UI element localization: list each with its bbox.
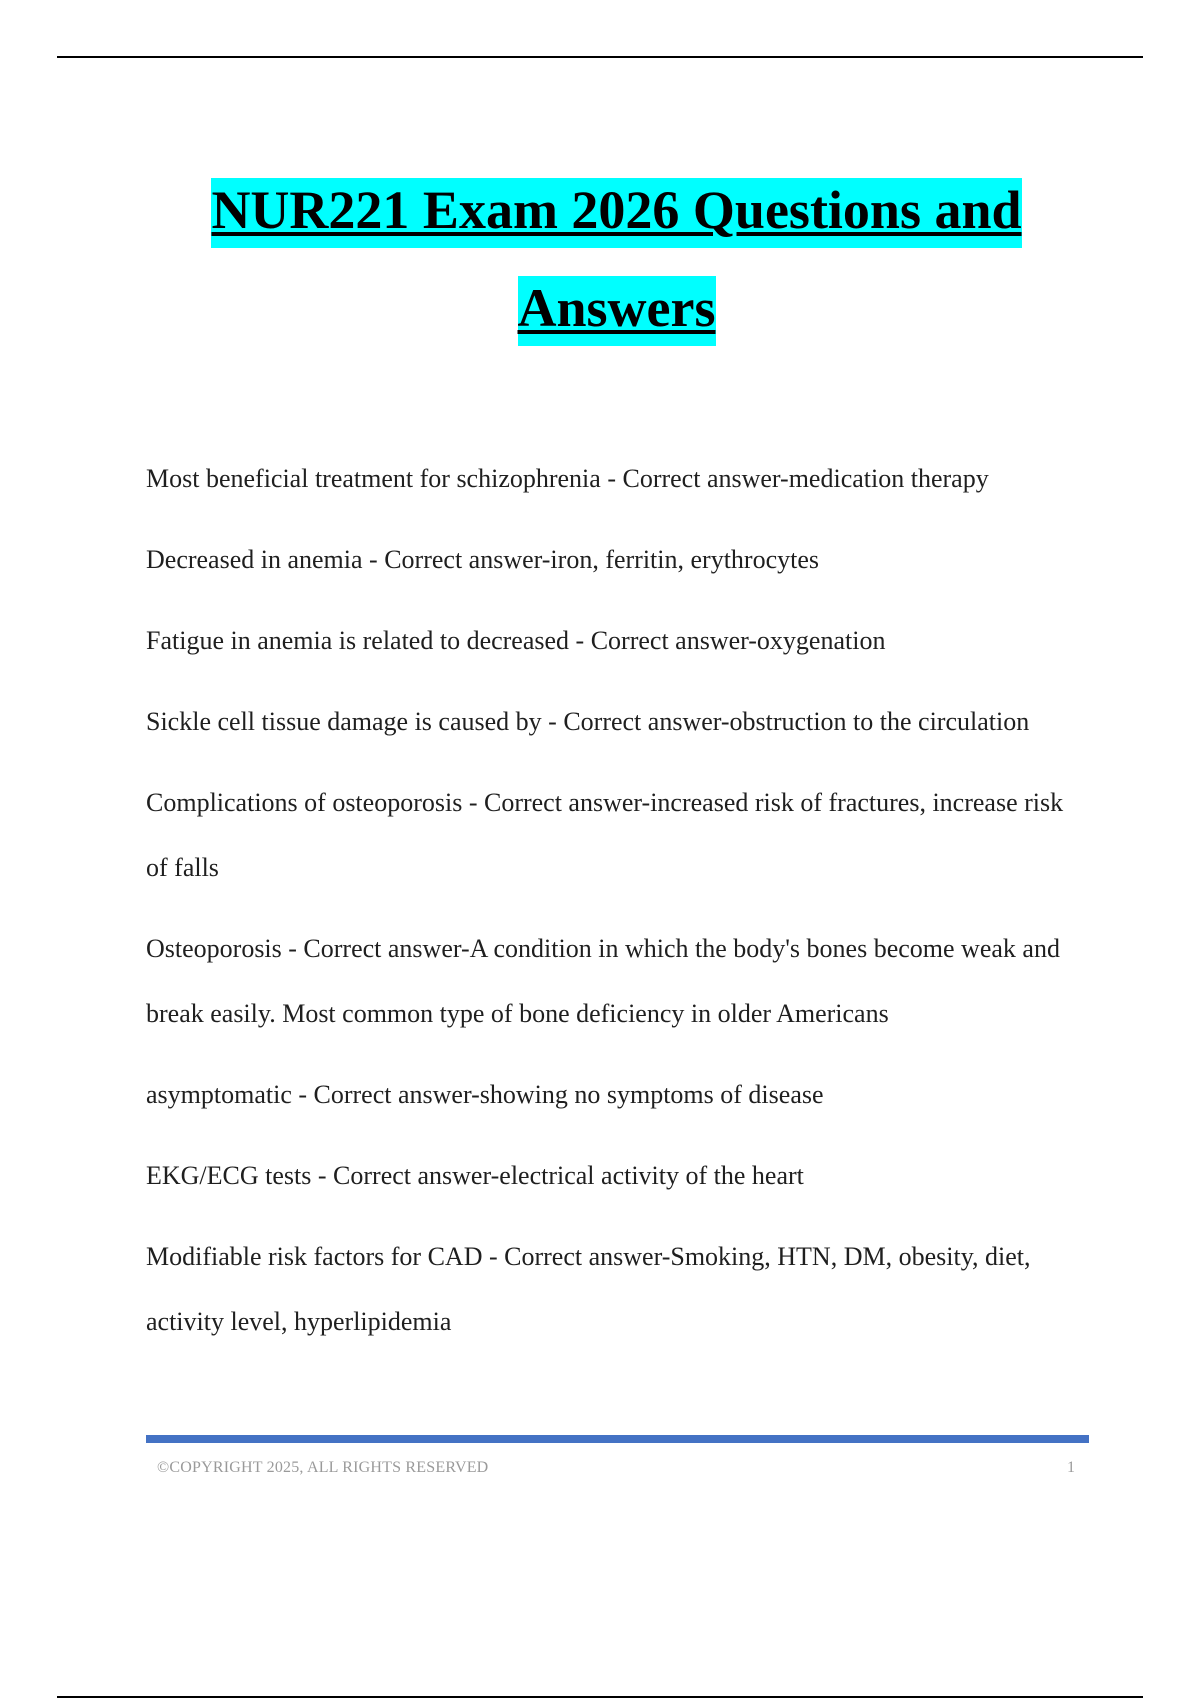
footer-copyright: ©COPYRIGHT 2025, ALL RIGHTS RESERVED — [157, 1459, 489, 1476]
qa-item-6: Osteoporosis - Correct answer-A condition in which the body's bones become weak and break easily. Most common type of bone deficiency in older Americans — [146, 934, 1060, 1028]
qa-item-7: asymptomatic - Correct answer-showing no symptoms of disease — [146, 1080, 824, 1109]
qa-item-9: Modifiable risk factors for CAD - Correct answer-Smoking, HTN, DM, obesity, diet, activity level, hyperlipidemia — [146, 1242, 1031, 1336]
page-number: 1 — [1067, 1459, 1075, 1476]
qa-item-8: EKG/ECG tests - Correct answer-electrical activity of the heart — [146, 1161, 804, 1190]
title-line-2: Answers — [518, 276, 716, 346]
qa-item-3: Fatigue in anemia is related to decreased - Correct answer-oxygenation — [146, 626, 886, 655]
top-rule — [57, 56, 1143, 58]
qa-item-2: Decreased in anemia - Correct answer-iron, ferritin, erythrocytes — [146, 545, 820, 574]
qa-list — [146, 446, 1086, 1370]
qa-item-1: Most beneficial treatment for schizophrenia - Correct answer-medication therapy — [146, 464, 989, 493]
footer-bar — [146, 1435, 1089, 1443]
document-title — [0, 178, 1200, 346]
qa-item-4: Sickle cell tissue damage is caused by - Correct answer-obstruction to the circulation — [146, 707, 1030, 736]
bottom-rule — [57, 1696, 1143, 1698]
qa-item-5: Complications of osteoporosis - Correct answer-increased risk of fractures, increase risk of falls — [146, 788, 1064, 882]
title-line-1: NUR221 Exam 2026 Questions and — [211, 178, 1021, 248]
